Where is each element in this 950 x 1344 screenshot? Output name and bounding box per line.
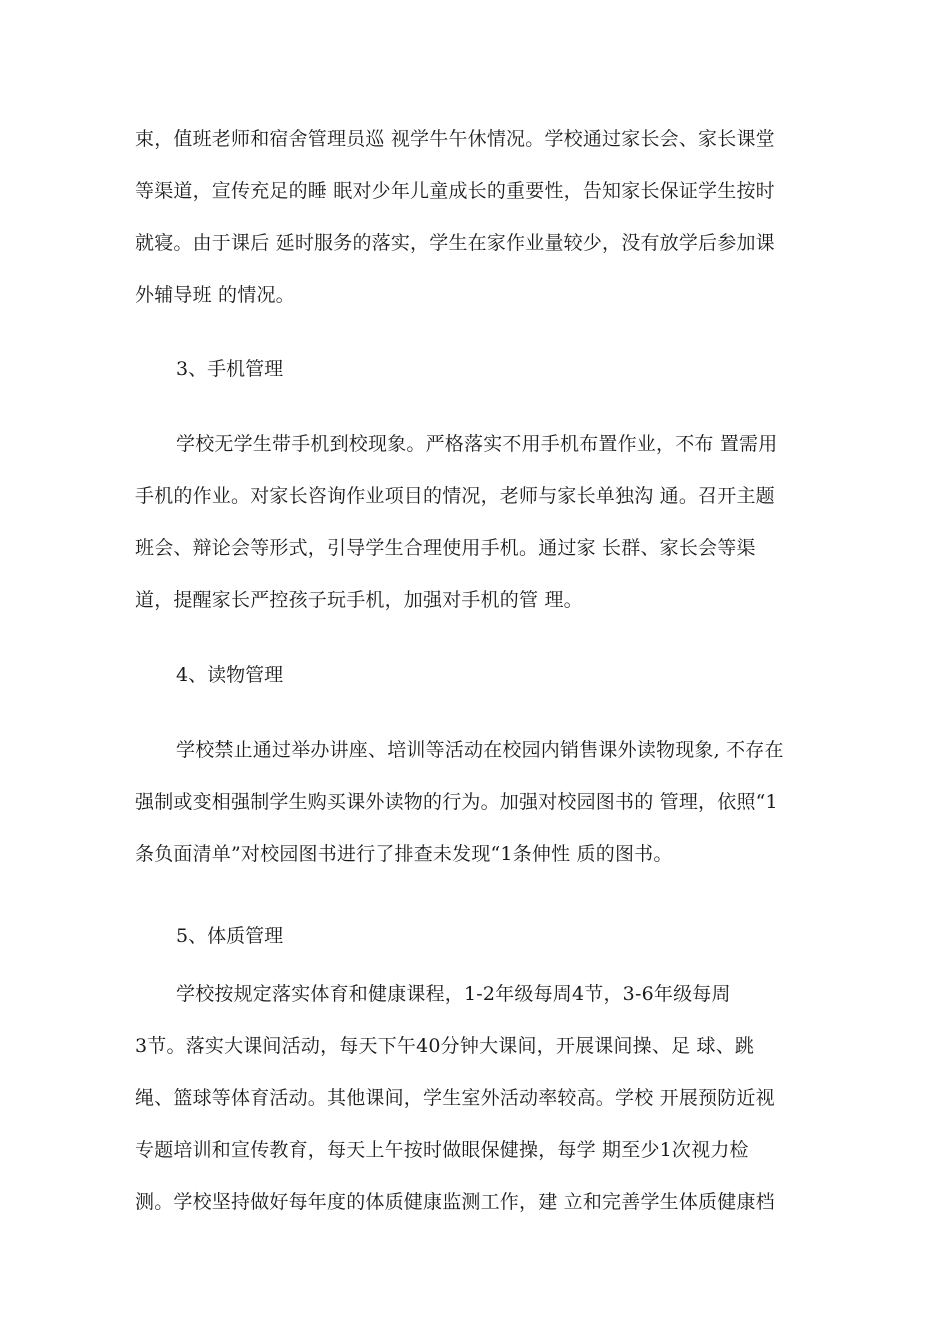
paragraph-physique-management <box>135 968 835 1228</box>
heading-physique-management: 5、体质管理 <box>176 925 284 947</box>
paragraph-phone-management <box>135 418 835 626</box>
text-line: 束，值班老师和宿舍管理员巡 视学牛午休情况。学校通过家长会、家长课堂 <box>135 128 775 150</box>
paragraph-reading-management <box>135 724 835 880</box>
paragraph-sleep-management <box>135 113 835 321</box>
heading-reading-management: 4、读物管理 <box>176 664 284 686</box>
text-line: 条负面清单”对校园图书进行了排查未发现“1条伸性 质的图书。 <box>135 843 673 865</box>
text-line: 3节。落实大课间活动，每天下午40分钟大课间，开展课间操、足 球、跳 <box>135 1035 755 1057</box>
text-line: 学校按规定落实体育和健康课程，1-2年级每周4节，3-6年级每周 <box>176 983 731 1005</box>
text-line: 手机的作业。对家长咨询作业项目的情况，老师与家长单独沟 通。召开主题 <box>135 485 775 507</box>
text-line: 就寝。由于课后 延时服务的落实，学生在家作业量较少，没有放学后参加课 <box>135 232 775 254</box>
heading-phone-management: 3、手机管理 <box>176 358 284 380</box>
text-line: 学校无学生带手机到校现象。严格落实不用手机布置作业，不布 置需用 <box>176 433 778 455</box>
text-line: 专题培训和宣传教育，每天上午按时做眼保健操，每学 期至少1次视力检 <box>135 1139 749 1161</box>
text-line: 绳、篮球等体育活动。其他课间，学生室外活动率较高。学校 开展预防近视 <box>135 1087 775 1109</box>
text-line: 强制或变相强制学生购买课外读物的行为。加强对校园图书的 管理，依照“1 <box>135 791 778 813</box>
text-line: 学校禁止通过举办讲座、培训等活动在校园内销售课外读物现象, 不存在 <box>176 739 784 761</box>
text-line: 外辅导班 的情况。 <box>135 284 295 306</box>
text-line: 测。学校坚持做好每年度的体质健康监测工作，建 立和完善学生体质健康档 <box>135 1191 775 1213</box>
text-line: 道，提醒家长严控孩子玩手机，加强对手机的管 理。 <box>135 589 583 611</box>
text-line: 班会、辩论会等形式，引导学生合理使用手机。通过家 长群、家长会等渠 <box>135 537 756 559</box>
text-line: 等渠道，宣传充足的睡 眠对少年儿童成长的重要性，告知家长保证学生按时 <box>135 180 775 202</box>
